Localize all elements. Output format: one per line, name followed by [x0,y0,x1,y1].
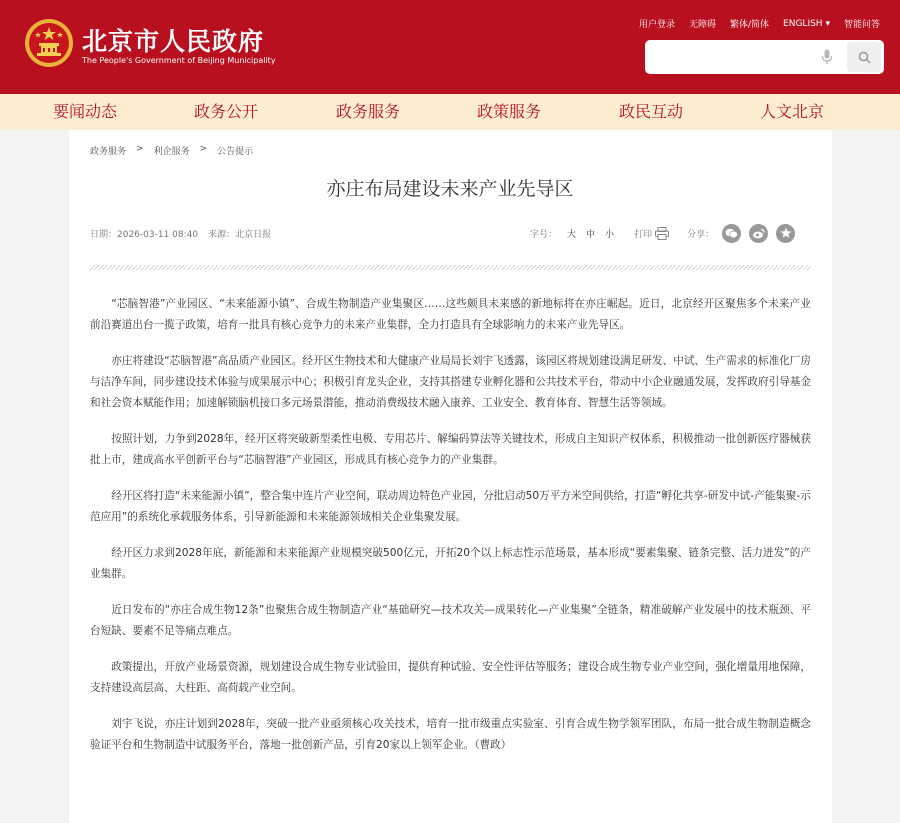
login-link[interactable]: 用户登录 [638,20,675,30]
english-language-dropdown[interactable] [783,19,830,29]
hatched-divider [90,265,811,270]
nav-item-gov-services[interactable]: 政务服务 [336,102,401,121]
breadcrumb-separator: > [136,144,144,154]
font-size-small-button[interactable]: 小 [605,229,615,240]
nav-item-news[interactable]: 要闻动态 [53,102,118,121]
search-input[interactable] [645,40,820,74]
breadcrumb-business-services[interactable]: 利企服务 [153,147,190,157]
nav-item-gov-affairs[interactable]: 政务公开 [194,102,259,121]
microphone-icon[interactable] [820,49,834,65]
search-icon [858,51,871,64]
main-nav [0,94,900,130]
nav-item-interaction[interactable]: 政民互动 [619,102,684,121]
site-header [0,0,900,94]
accessibility-link[interactable]: 无障碍 [688,20,716,30]
article-source: 来源：北京日报 [208,230,272,240]
font-size-medium-button[interactable]: 中 [586,229,596,240]
site-title[interactable]: 北京市人民政府 [82,27,265,56]
wechat-share-icon[interactable] [722,224,741,243]
nav-item-culture[interactable]: 人文北京 [760,102,825,121]
share-label: 分享： [687,229,715,240]
article-paragraph: 按照计划，力争到2028年，经开区将突破新型柔性电极、专用芯片、解编码算法等关键技术，形成自主知识产权体系，积极推动一批创新医疗器械获批上市，建成高水平创新平台与“芯脑智港”产业园区，形成具有核心竞争力的产业集群。 [90,433,811,466]
article-paragraph: 亦庄将建设“芯脑智港”高品质产业园区。经开区生物技术和大健康产业局局长刘宇飞透露，该园区将规划建设满足研发、中试、生产需求的标准化厂房与洁净车间，同步建设技术体验与成果展示中心；积极引育龙头企业，支持其搭建专业孵化器和公共技术平台，带动中小企业融通发展，发挥政府引导基金和社会资本赋能作用；加速解锁脑机接口多元场景潜能，推动消费级技术融入康养、工业安全、教育体育、智慧生活等领域。 [90,355,811,409]
search-button[interactable] [847,42,881,72]
font-size-label: 字号： [530,229,558,240]
article-paragraph: 经开区力求到2028年底，新能源和未来能源产业规模突破500亿元，开拓20个以上标志性示范场景，基本形成“要素集聚、链条完整、活力迸发”的产业集群。 [90,547,811,580]
article-meta [90,227,271,240]
breadcrumb-gov-services[interactable]: 政务服务 [90,147,127,157]
favorite-star-icon[interactable] [776,224,795,243]
article-body [90,294,811,771]
top-links [639,17,880,30]
printer-icon [655,227,669,240]
article-paragraph: 刘宇飞说，亦庄计划到2028年，突破一批产业亟须核心攻关技术，培育一批市级重点实验室、引育合成生物学领军团队，布局一批合成生物制造概念验证平台和生物制造中试服务平台，落地一批创新产品，引育20家以上领军企业。（曹政） [90,718,811,751]
print-button[interactable] [634,227,669,240]
national-emblem-icon[interactable] [24,18,74,68]
article-paragraph: “芯脑智港”产业园区、“未来能源小镇”、合成生物制造产业集聚区……这些颇具未来感的新地标将在亦庄崛起。近日，北京经开区聚焦多个未来产业前沿赛道出台一揽子政策，培育一批具有核心竞争力的未来产业集群，全力打造具有全球影响力的未来产业先导区。 [90,298,811,331]
smart-qa-link[interactable]: 智能问答 [843,20,880,30]
article-paragraph: 政策提出，开放产业场景资源，规划建设合成生物专业试验田，提供育种试验、安全性评估等服务；建设合成生物专业产业空间，强化增量用地保障，支持建设高层高、大柱距、高荷载产业空间。 [90,661,811,694]
font-size-large-button[interactable]: 大 [567,229,577,240]
breadcrumb [90,144,253,157]
traditional-simplified-toggle[interactable]: 繁体/简体 [729,20,770,30]
caret-down-icon: ▾ [825,18,830,29]
breadcrumb-announcements[interactable]: 公告提示 [217,147,254,157]
article-tools [530,222,795,244]
page-title: 亦庄布局建设未来产业先导区 [326,178,574,200]
print-label: 打印 [634,229,653,240]
breadcrumb-separator: > [199,144,208,154]
article-paragraph: 经开区将打造“未来能源小镇”，整合集中连片产业空间，联动周边特色产业园，分批启动50万平方米空间供给，打造“孵化共享-研发中试-产能集聚-示范应用”的系统化承载服务体系，引导新能源和未来能源领域相关企业集聚发展。 [90,490,811,523]
article-date: 日期：2026-03-11 08:40 [90,230,199,240]
english-label: ENGLISH [783,18,823,29]
site-subtitle: The People's Government of Beijing Municipality [82,56,276,65]
article-paragraph: 近日发布的“亦庄合成生物12条”也聚焦合成生物制造产业“基础研究—技术攻关—成果转化—产业集聚”全链条，精准破解产业发展中的技术瓶颈、平台短缺、要素不足等痛点难点。 [90,604,811,637]
weibo-share-icon[interactable] [749,224,768,243]
nav-item-policy-services[interactable]: 政策服务 [477,102,542,121]
